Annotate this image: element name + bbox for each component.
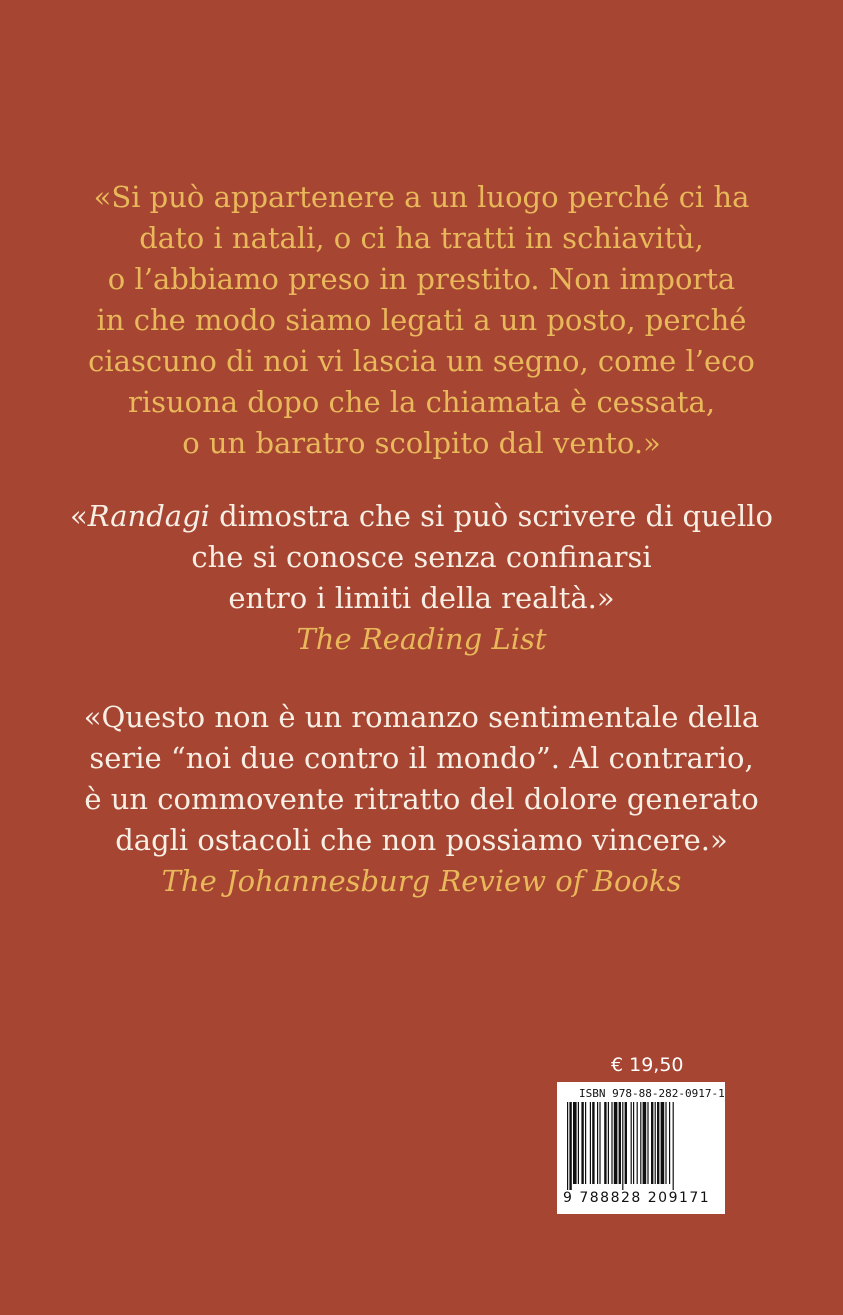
quote-1-line-4: in che modo siamo legati a un posto, perché [96,303,747,337]
barcode-box [557,1082,725,1214]
quote-3-line-2: serie “noi due contro il mondo”. Al contrario, [89,741,754,775]
barcode-bar [633,1102,634,1184]
barcode-bar [573,1102,577,1184]
quote-1-line-7: o un baratro scolpito dal vento.» [182,426,661,460]
quote-3-line-4: dagli ostacoli che non possiamo vincere.» [115,823,728,857]
barcode-bar [669,1102,670,1184]
quote-2-line-1 [0,496,843,537]
quote-2-source: The Reading List [296,622,547,656]
barcode-bar [657,1102,659,1184]
isbn-label: ISBN 978-88-282-0917-1 [579,1087,725,1100]
barcode-bar [614,1102,618,1184]
barcode-bar [599,1102,600,1184]
quote-3-source: The Johannesburg Review of Books [161,864,682,898]
barcode-bar [643,1102,647,1184]
quote-1-line-1: «Si può appartenere a un luogo perché ci ha [93,180,750,214]
barcode-bar [647,1102,648,1184]
quote-1-line-2: dato i natali, o ci ha tratti in schiavitù, [139,221,704,255]
barcode-bar [597,1102,598,1184]
quote-3-line-3: è un commovente ritratto del dolore generato [84,782,759,816]
praise-quote-1 [0,177,843,464]
praise-quote-3 [0,697,843,902]
barcode-bar [611,1102,612,1184]
barcode-bar [581,1102,583,1184]
barcode-bar [567,1102,568,1190]
barcode-bar [608,1102,609,1184]
quote-2-line-3: entro i limiti della realtà.» [228,581,615,615]
barcode-bar [604,1102,606,1184]
barcode-bar [631,1102,632,1184]
quote-1-line-6: risuona dopo che la chiamata è cessata, [127,385,716,419]
quote-2-line-2: che si conosce senza confinarsi [191,540,652,574]
barcode-bar [637,1102,638,1184]
barcode-bar [585,1102,586,1184]
barcode-bar [590,1102,591,1184]
quote-2-open-mark: « [70,499,88,533]
book-title: Randagi [87,499,210,533]
price-label: € 19,50 [611,1054,684,1076]
praise-quote-2 [0,496,843,660]
barcode-bar [622,1102,623,1190]
barcode-bar [673,1102,674,1190]
quote-1-line-3: o l’abbiamo preso in prestito. Non importa [107,262,736,296]
barcode-bar [592,1102,594,1184]
barcode-bars [567,1102,715,1190]
barcode-bar [625,1102,627,1184]
barcode-bar [569,1102,571,1190]
barcode-bar [655,1102,656,1184]
barcode-digits: 9 788828 209171 [563,1190,711,1206]
quote-1-line-5: ciascuno di noi vi lascia un segno, come l’eco [88,344,755,378]
barcode-bar [640,1102,641,1184]
barcode-bar [651,1102,653,1184]
barcode-bar [619,1102,621,1184]
barcode-bar [578,1102,579,1184]
barcode-bar [665,1102,666,1184]
quote-2-line-1-rest: dimostra che si può scrivere di quello [209,499,773,533]
quote-3-line-1: «Questo non è un romanzo sentimentale della [83,700,760,734]
barcode-bar [661,1102,665,1184]
